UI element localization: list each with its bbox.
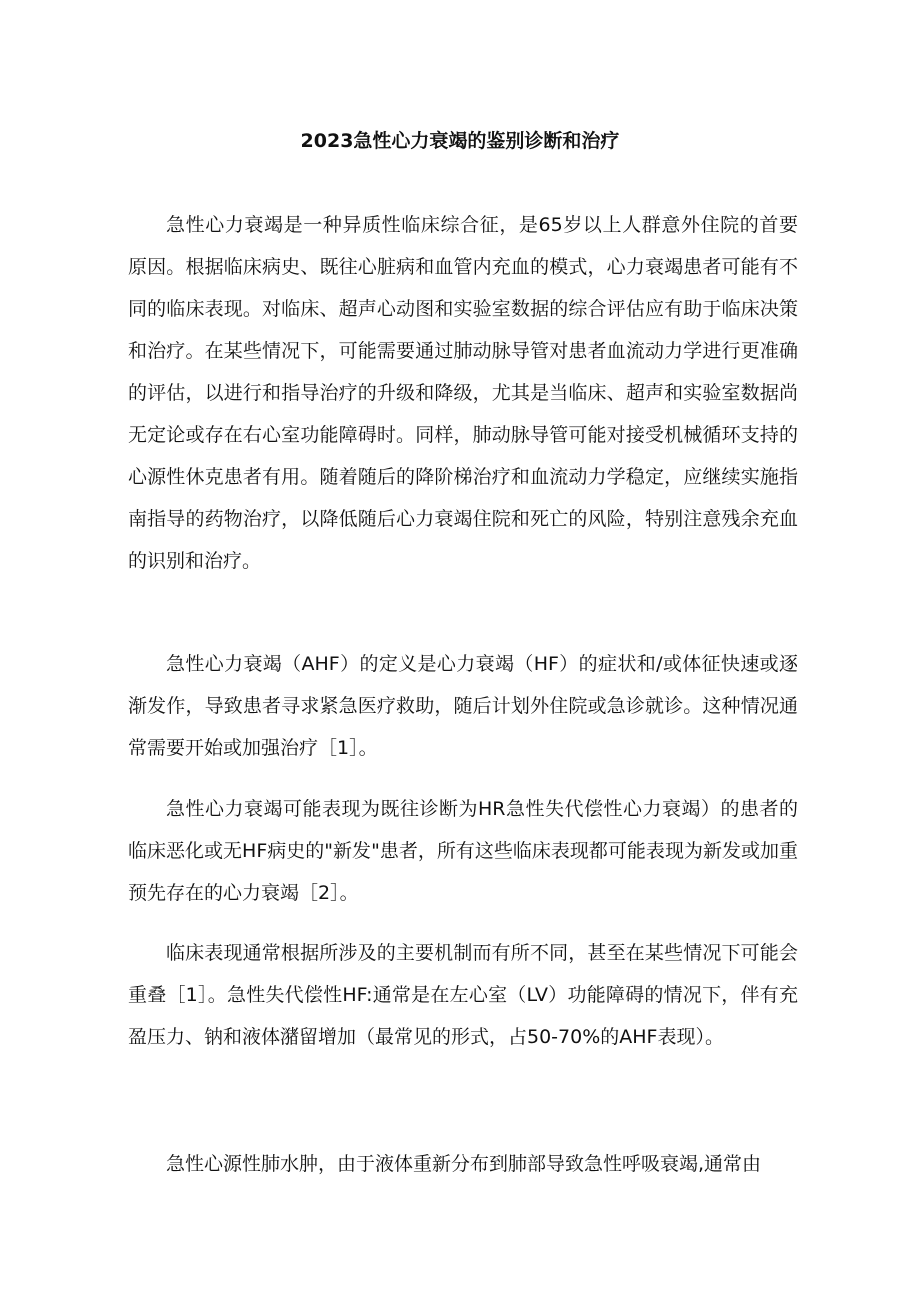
paragraph-clinical-mechanisms: 临床表现通常根据所涉及的主要机制而有所不同，甚至在某些情况下可能会重叠［1］。急性失代偿性HF:通常是在左心室（LV）功能障碍的情况下，伴有充盈压力、钠和液体潴留增加（最常见的形式，占50-70%的AHF表现）。 [128,942,798,1048]
paragraph-ahf-definition: 急性心力衰竭（AHF）的定义是心力衰竭（HF）的症状和/或体征快速或逐渐发作，导致患者寻求紧急医疗救助，随后计划外住院或急诊就诊。这种情况通常需要开始或加强治疗［1］。 [128,653,798,759]
paragraph-ahf-presentation: 急性心力衰竭可能表现为既往诊断为HR急性失代偿性心力衰竭）的患者的临床恶化或无HF病史的"新发"患者，所有这些临床表现都可能表现为新发或加重预先存在的心力衰竭［2］。 [128,798,798,904]
paragraph-intro: 急性心力衰竭是一种异质性临床综合征，是65岁以上人群意外住院的首要原因。根据临床病史、既往心脏病和血管内充血的模式，心力衰竭患者可能有不同的临床表现。对临床、超声心动图和实验室数据的综合评估应有助于临床决策和治疗。在某些情况下，可能需要通过肺动脉导管对患者血流动力学进行更准确的评估，以进行和指导治疗的升级和降级，尤其是当临床、超声和实验室数据尚无定论或存在右心室功能障碍时。同样，肺动脉导管可能对接受机械循环支持的心源性休克患者有用。随着随后的降阶梯治疗和血流动力学稳定，应继续实施指南指导的药物治疗，以降低随后心力衰竭住院和死亡的风险，特别注意残余充血的识别和治疗。 [128,214,798,572]
paragraph-pulmonary-edema: 急性心源性肺水肿，由于液体重新分布到肺部导致急性呼吸衰竭,通常由 [166,1153,762,1175]
document-title: 2023急性心力衰竭的鉴别诊断和治疗 [300,130,620,152]
